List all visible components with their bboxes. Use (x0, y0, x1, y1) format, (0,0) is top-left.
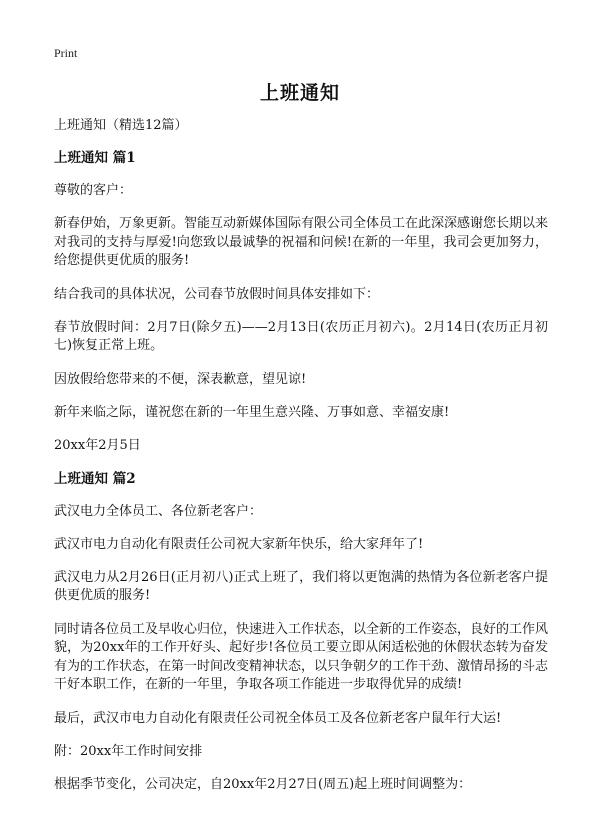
document-title: 上班通知 (259, 82, 340, 104)
document-subtitle: 上班通知（精选12篇） (54, 118, 188, 133)
paragraph-closing: 最后，武汉市电力自动化有限责任公司祝全体员工及各位新老客户鼠年行大运! (54, 710, 502, 726)
paragraph-date: 20xx年2月5日 (54, 437, 141, 453)
paragraph-start-work: 武汉电力从2月26日(正月初八)正式上班了，我们将以更饱满的热情为各位新老客户提供更优质的服务! (54, 569, 548, 603)
print-label: Print (54, 46, 78, 60)
paragraph-schedule-intro: 结合我司的具体状况，公司春节放假时间具体安排如下： (54, 286, 380, 302)
section-heading-1: 上班通知 篇1 (54, 150, 136, 166)
paragraph-wishes: 新年来临之际，谨祝您在新的一年里生意兴隆、万事如意、幸福安康! (54, 404, 450, 420)
paragraph-greeting-1: 尊敬的客户： (54, 183, 133, 198)
section-heading-2: 上班通知 篇2 (54, 470, 136, 487)
document-body (54, 117, 548, 809)
paragraph-apology: 因放假给您带来的不便，深表歉意，望见谅! (54, 371, 307, 387)
paragraph-greeting-2: 武汉电力全体员工、各位新老客户： (54, 503, 263, 519)
paragraph-staff-notice: 同时请各位员工及早收心归位，快速进入工作状态，以全新的工作姿态，良好的工作风貌，为20xx年的工作开好头、起好步!各位员工要立即从闲适松弛的休假状态转为奋发有为的工作状态，在第一时间改变精神状态，以只争朝夕的工作干劲、激情昂扬的斗志干好本职工作，在新的一年里，争取各项工作能进一步取得优异的成绩! (54, 621, 549, 692)
paragraph-new-year: 武汉市电力自动化有限责任公司祝大家新年快乐，给大家拜年了! (54, 536, 424, 552)
paragraph-intro-1: 新春伊始，万象更新。智能互动新媒体国际有限公司全体员工在此深深感谢您长期以来对我司的支持与厚爱!向您致以最诚挚的祝福和问候!在新的一年里，我司会更加努力，给您提供更优质的服务! (54, 216, 549, 268)
paragraph-appendix: 附：20xx年工作时间安排 (54, 743, 203, 759)
paragraph-holiday-time: 春节放假时间：2月7日(除夕五)——2月13日(农历正月初六)。2月14日(农历正月初七)恢复正常上班。 (54, 319, 548, 353)
paragraph-adjustment: 根据季节变化，公司决定，自20xx年2月27日(周五)起上班时间调整为： (54, 776, 472, 792)
